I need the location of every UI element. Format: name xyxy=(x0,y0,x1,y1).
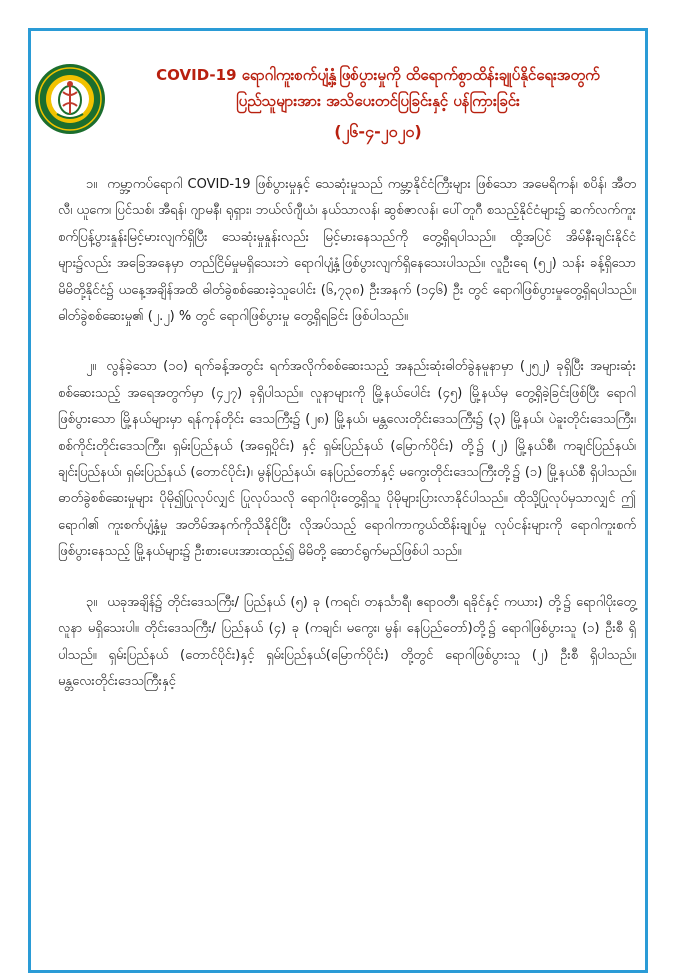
title-line-1: COVID-19 ရောဂါကူးစက်ပျံ့နှံ့ဖြစ်ပွားမှုကို ထိရောက်စွာထိန်းချုပ်နိုင်ရေးအတွက် xyxy=(156,66,600,84)
document-body xyxy=(58,172,636,719)
paragraph-2 xyxy=(58,354,636,565)
paragraph-3 xyxy=(58,590,636,696)
paragraph-number: ၂။ xyxy=(86,359,97,375)
paragraph-number: ၃။ xyxy=(86,594,98,610)
document-header xyxy=(108,62,648,146)
paragraph-text: ကမ္ဘာ့ကပ်ရောဂါ COVID-19 ဖြစ်ပွားမှုနှင့် သေဆုံးမှုသည် ကမ္ဘာ့နိုင်ငံကြီးများ ဖြစ်သော အမေရိကန်၊ စပိန်၊ အီတလီ၊ ယူကေ၊ ပြင်သစ်၊ အီရန်၊ ဂျာမနီ၊ ရုရှား၊ ဘယ်လ်ဂျီယံ၊ နယ်သာလန်၊ ဆွစ်ဇာလန်၊ ပေါ်တူဂီ စသည့်နိုင်ငံများ၌ ဆက်လက်ကူးစက်ပြန့်ပွားနှုန်းမြင့်မားလျက်ရှိပြီး သေဆုံးမှုနှုန်းလည်း မြင့်မားနေသည်ကို တွေ့ရှိရပါသည်။ ထို့အပြင် အိမ်နီးချင်းနိုင်ငံများ၌လည်း အခြေအနေမှာ တည်ငြိမ်မှုမရှိသေးဘဲ ရောဂါပျံ့နှံ့ဖြစ်ပွားလျက်ရှိနေသေးပါသည်။ လူဦးရေ (၅၂) သန်း ခန့်ရှိသော မိမိတို့နိုင်ငံ၌ ယနေ့အချိန်အထိ ဓါတ်ခွဲစစ်ဆေးခဲ့သူပေါင်း (၆,၇၃၈) ဦးအနက် (၁၄၆) ဦး တွင် ရောဂါဖြစ်ပွားမှုတွေ့ရှိရပါသည်။ ဓါတ်ခွဲစစ်ဆေးမှု၏ (၂.၂) % တွင် ရောဂါဖြစ်ပွားမှု တွေ့ရှိရခြင်း ဖြစ်ပါသည်။ xyxy=(58,177,636,325)
document-date: (၂၆-၄-၂၀၂၀) xyxy=(334,122,422,141)
title-line-2: ပြည်သူများအား အသိပေးတင်ပြခြင်းနှင့် ပန်ကြားခြင်း xyxy=(236,92,520,110)
ministry-seal-icon xyxy=(33,62,107,136)
paragraph-1 xyxy=(58,172,636,330)
paragraph-number: ၁။ xyxy=(86,177,98,192)
paragraph-text: ယခုအချိန်၌ တိုင်းဒေသကြီး/ ပြည်နယ် (၅) ခု (ကရင်၊ တနင်္သာရီ၊ ဧရာဝတီ၊ ရခိုင်နှင့် ကယား) တို့၌ ရောဂါပိုးတွေ့လူနာ မရှိသေးပါ။ တိုင်းဒေသကြီး/ ပြည်နယ် (၄) ခု (ကချင်၊ မကွေး၊ မွန်၊ နေပြည်တော်)တို့၌ ရောဂါဖြစ်ပွားသူ (၁) ဦးစီ ရှိပါသည်။ ရှမ်းပြည်နယ် (တောင်ပိုင်း)နှင့် ရှမ်းပြည်နယ်(မြောက်ပိုင်း) တို့တွင် ရောဂါဖြစ်ပွားသူ (၂) ဦးစီ ရှိပါသည်။ မန္တလေးတိုင်းဒေသကြီးနှင့် xyxy=(58,594,636,689)
paragraph-text: လွန်ခဲ့သော (၁၀) ရက်ခန့်အတွင်း ရက်အလိုက်စစ်ဆေးသည့် အနည်းဆုံးဓါတ်ခွဲနမူနာမှာ (၂၅၂) ခုရှိပြီး အများဆုံးစစ်ဆေးသည့် အရေအတွက်မှာ (၄၂၇) ခုရှိပါသည်။ လူနာများကို မြို့နယ်ပေါင်း (၄၅) မြို့နယ်မှ တွေ့ရှိခဲ့ခြင်းဖြစ်ပြီး ရောဂါဖြစ်ပွားသော မြို့နယ်များမှာ ရန်ကုန်တိုင်း ဒေသကြီး၌ (၂၈) မြို့နယ်၊ မန္တလေးတိုင်းဒေသကြီး၌ (၃) မြို့နယ်၊ ပဲခူးတိုင်းဒေသကြီး၊ စစ်ကိုင်းတိုင်းဒေသကြီး၊ ရှမ်းပြည်နယ် (အရှေ့ပိုင်း) နှင့် ရှမ်းပြည်နယ် (မြောက်ပိုင်း) တို့၌ (၂) မြို့နယ်စီ၊ ကချင်ပြည်နယ်၊ ချင်းပြည်နယ်၊ ရှမ်းပြည်နယ် (တောင်ပိုင်း)၊ မွန်ပြည်နယ်၊ နေပြည်တော်နှင့် မကွေးတိုင်းဒေသကြီးတို့၌ (၁) မြို့နယ်စီ ရှိပါသည်။ ဓာတ်ခွဲစစ်ဆေးမှုများ ပိုမို၍ပြုလုပ်လျှင် ပြုလုပ်သလို ရောဂါပိုးတွေ့ရှိသူ ပိုမိုများပြားလာနိုင်ပါသည်။ ထိုသို့ပြုလုပ်မှသာလျှင် ဤရောဂါ၏ ကူးစက်ပျံ့နှံ့မှု အတိမ်အနက်ကိုသိနိုင်ပြီး လိုအပ်သည့် ရောဂါကာကွယ်ထိန်းချုပ်မှု လုပ်ငန်းများကို ရောဂါကူးစက်ဖြစ်ပွားနေသည့် မြို့နယ်များ၌ ဦးစားပေးအားထည့်၍ မိမိတို့ ဆောင်ရွက်မည်ဖြစ်ပါ သည်။ xyxy=(58,359,636,560)
